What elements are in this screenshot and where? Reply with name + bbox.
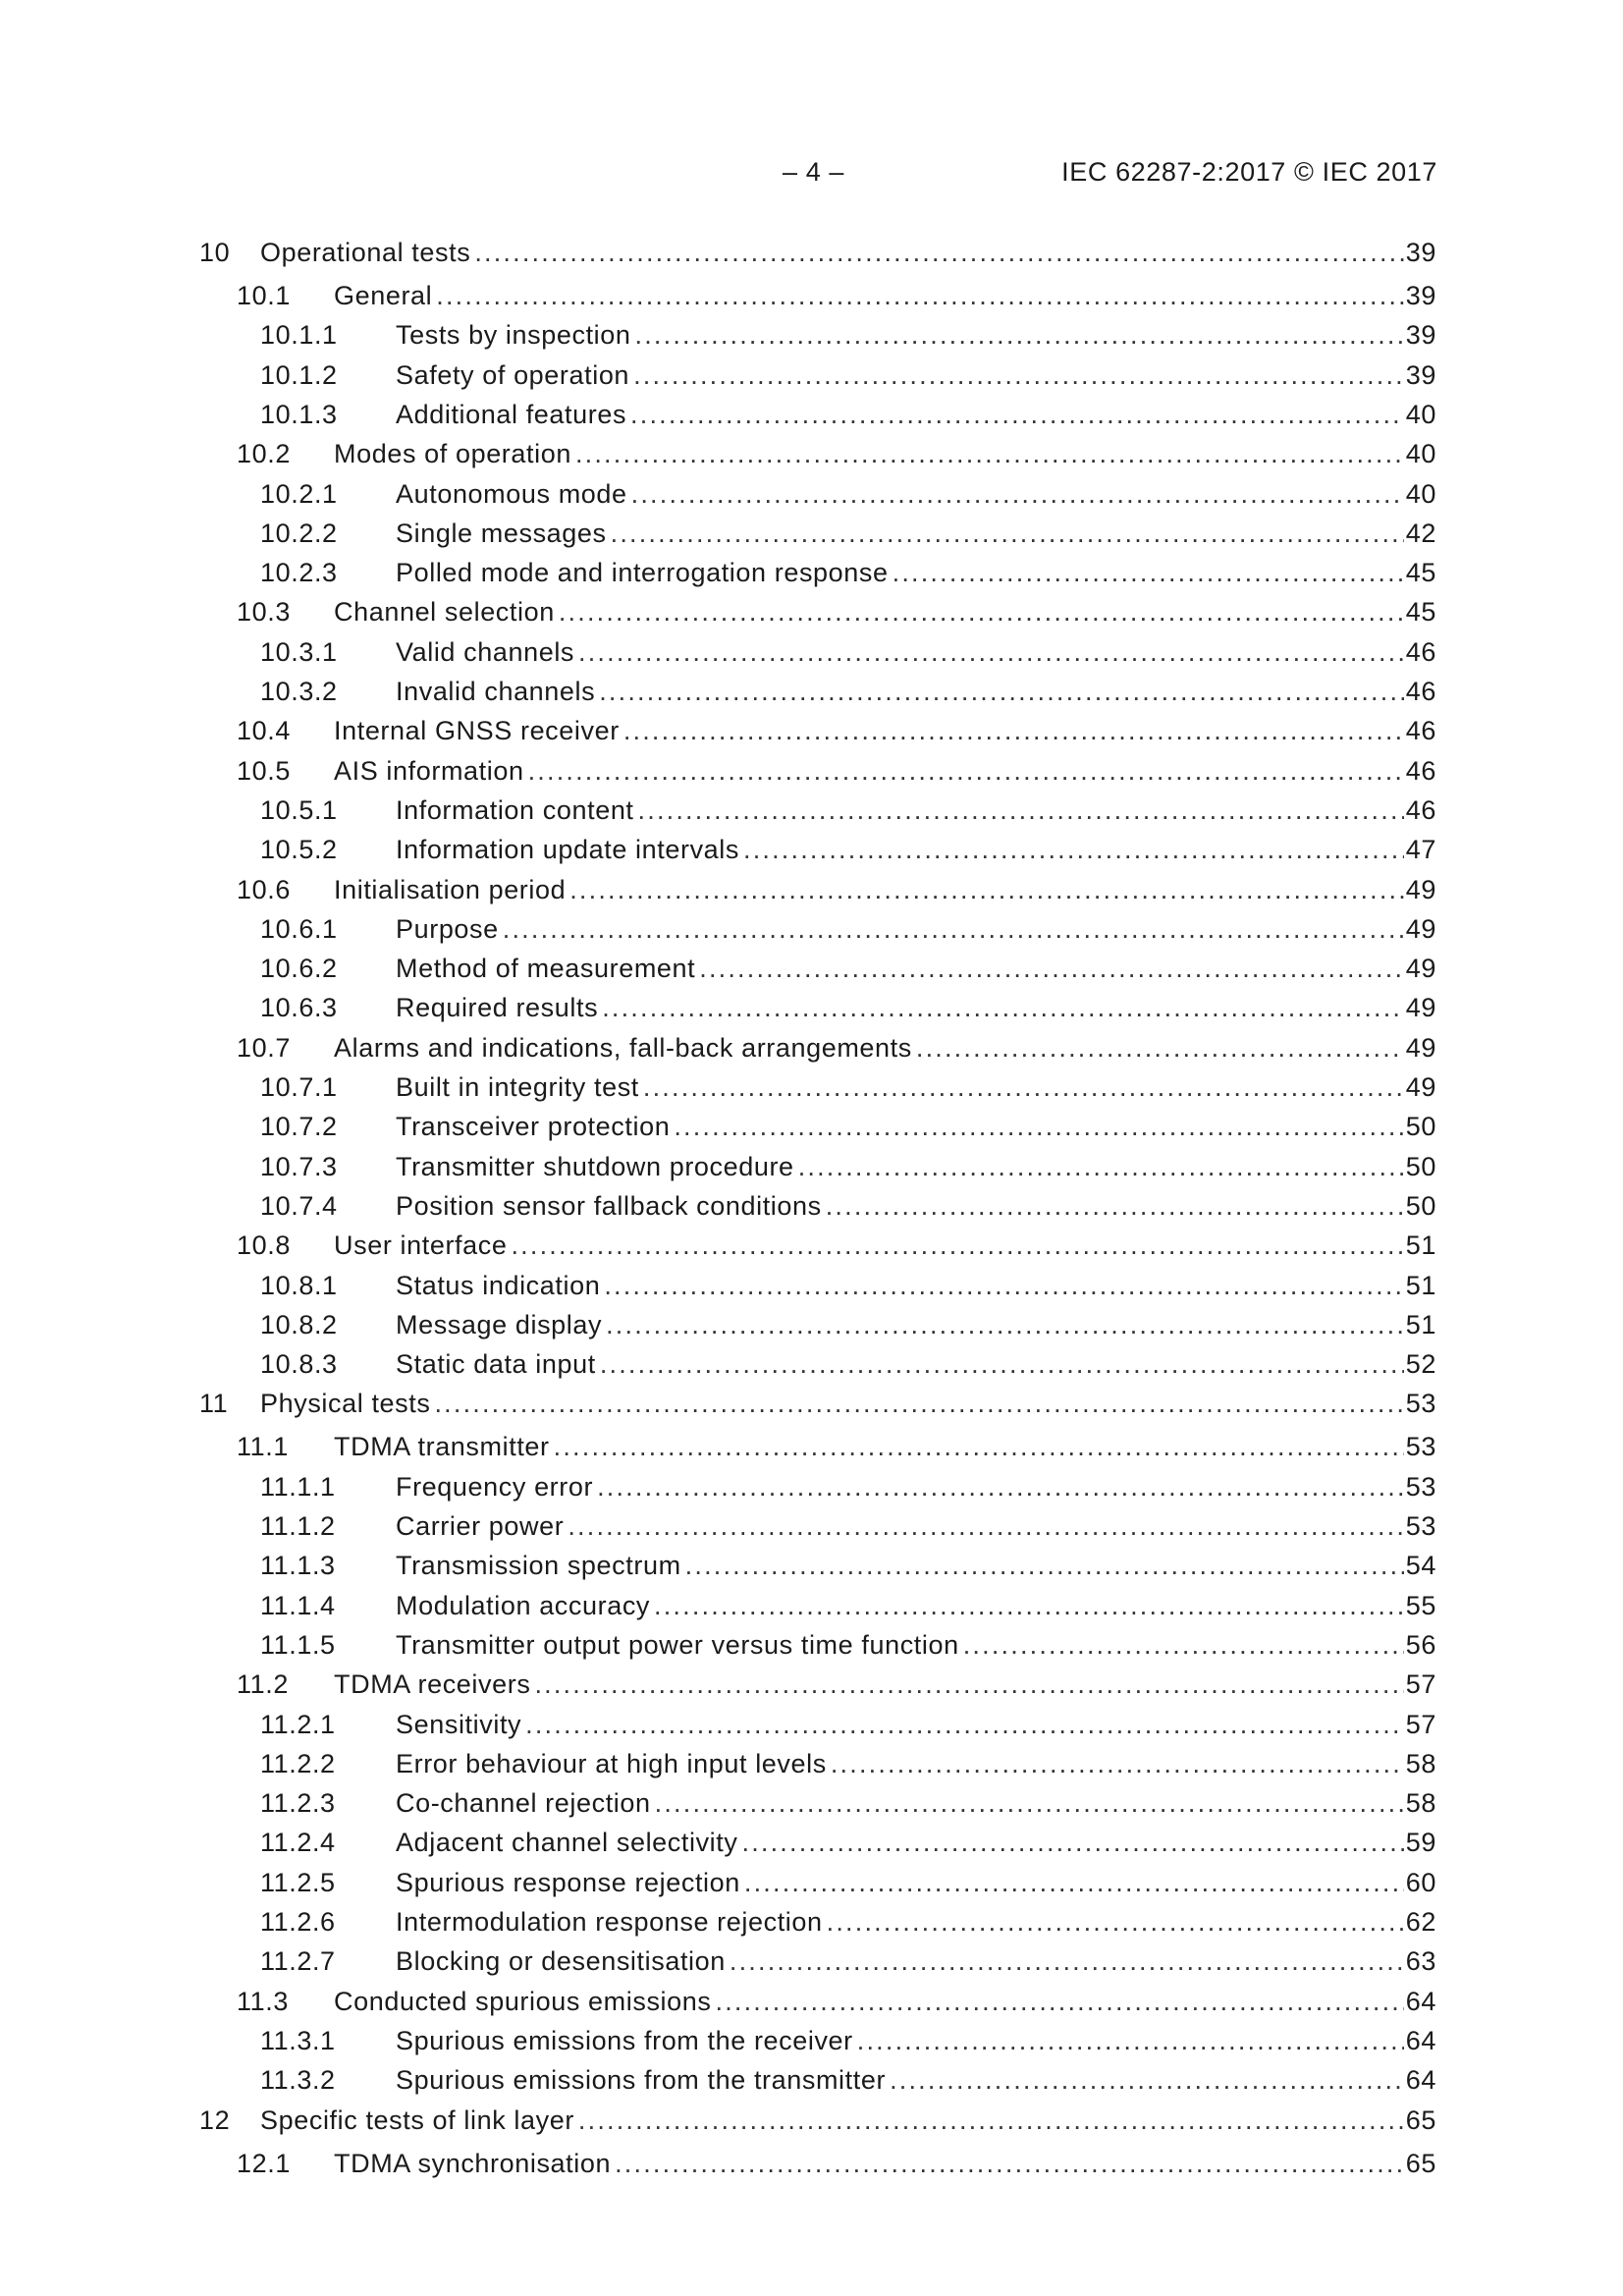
- toc-dot-leader: [742, 1826, 1404, 1859]
- toc-entry-number: 11.2.1: [260, 1709, 336, 1739]
- toc-entry-number: 10.8: [237, 1230, 291, 1261]
- toc-entry-page: 39: [1405, 281, 1436, 310]
- toc-entry-page: 54: [1405, 1551, 1436, 1581]
- toc-entry-page: 52: [1405, 1349, 1436, 1380]
- toc-entry-number: 10.3.1: [260, 636, 338, 667]
- toc-dot-leader: [744, 1866, 1404, 1899]
- toc-entry-title: Status indication: [396, 1269, 604, 1302]
- toc-entry-number: 10.8.3: [260, 1349, 338, 1380]
- toc-entry-page: 45: [1405, 597, 1436, 628]
- toc-entry-number: 10.2.2: [260, 518, 338, 548]
- toc-entry-page: 53: [1405, 1432, 1436, 1462]
- toc-entry-number: 10.5.2: [260, 835, 338, 865]
- toc-entry-number: 11.2.3: [260, 1788, 336, 1819]
- toc-entry-number: 10: [199, 238, 231, 267]
- toc-entry-page: 40: [1405, 399, 1436, 429]
- toc-entry-page: 49: [1405, 993, 1436, 1023]
- toc-dot-leader: [606, 1308, 1404, 1341]
- toc-dot-leader: [534, 1667, 1403, 1701]
- toc-entry-page: 56: [1405, 1629, 1436, 1660]
- toc-dot-leader: [525, 1708, 1404, 1741]
- toc-entry-page: 39: [1405, 359, 1436, 390]
- toc-entry-page: 59: [1405, 1828, 1436, 1858]
- toc-entry-title: Spurious response rejection: [396, 1866, 744, 1899]
- toc-entry-title: Tests by inspection: [396, 318, 635, 352]
- toc-entry[interactable]: [0, 675, 1623, 708]
- toc-dot-leader: [511, 1229, 1403, 1262]
- toc-entry[interactable]: [0, 595, 1623, 629]
- toc-entry[interactable]: [0, 1150, 1623, 1183]
- toc-dot-leader: [528, 754, 1404, 788]
- document-reference: IEC 62287-2:2017 © IEC 2017: [1061, 157, 1437, 187]
- toc-entry-number: 11.3: [237, 1986, 289, 2016]
- toc-entry[interactable]: [0, 517, 1623, 550]
- toc-entry-title: TDMA synchronisation: [334, 2147, 615, 2180]
- toc-dot-leader: [633, 358, 1404, 392]
- toc-entry-number: 11.1.2: [260, 1511, 336, 1541]
- toc-entry-title: Carrier power: [396, 1509, 568, 1543]
- toc-entry-title: Sensitivity: [396, 1708, 525, 1741]
- toc-entry-title: Polled mode and interrogation response: [396, 556, 893, 589]
- toc-entry-page: 50: [1405, 1151, 1436, 1181]
- toc-entry-number: 10.7.1: [260, 1072, 338, 1102]
- toc-entry[interactable]: [0, 873, 1623, 906]
- toc-entry-page: 63: [1405, 1946, 1436, 1977]
- toc-entry-page: 46: [1405, 794, 1436, 825]
- toc-dot-leader: [827, 1905, 1404, 1939]
- toc-entry-page: 57: [1405, 1709, 1436, 1739]
- toc-dot-leader: [893, 556, 1404, 589]
- toc-entry-number: 12.1: [237, 2148, 291, 2178]
- toc-entry[interactable]: [0, 1589, 1623, 1622]
- toc-entry-title: Valid channels: [396, 635, 578, 669]
- toc-entry-page: 65: [1405, 2148, 1436, 2178]
- toc-entry-number: 10.6.3: [260, 993, 338, 1023]
- toc-dot-leader: [963, 1628, 1404, 1662]
- toc-entry[interactable]: [0, 1387, 1623, 1420]
- toc-entry-title: Safety of operation: [396, 358, 633, 392]
- toc-entry-page: 51: [1405, 1309, 1436, 1339]
- toc-entry-page: 46: [1405, 677, 1436, 706]
- toc-entry-title: Operational tests: [260, 236, 474, 269]
- toc-entry-number: 10.6.2: [260, 954, 338, 984]
- toc-entry-number: 10.1.3: [260, 399, 338, 429]
- toc-dot-leader: [831, 1747, 1404, 1780]
- toc-entry-title: Purpose: [396, 912, 503, 946]
- toc-dot-leader: [630, 398, 1404, 431]
- toc-entry[interactable]: [0, 1549, 1623, 1582]
- toc-dot-leader: [685, 1549, 1404, 1582]
- toc-entry[interactable]: [0, 2063, 1623, 2097]
- toc-entry[interactable]: [0, 398, 1623, 431]
- toc-entry[interactable]: [0, 1347, 1623, 1381]
- toc-entry-number: 10.3.2: [260, 677, 338, 706]
- toc-dot-leader: [600, 1347, 1404, 1381]
- toc-entry[interactable]: [0, 1430, 1623, 1463]
- toc-entry[interactable]: [0, 437, 1623, 470]
- toc-dot-leader: [730, 1944, 1404, 1978]
- toc-dot-leader: [611, 517, 1404, 550]
- toc-entry-page: 53: [1405, 1511, 1436, 1541]
- toc-entry[interactable]: [0, 2104, 1623, 2137]
- toc-entry-title: Spurious emissions from the receiver: [396, 2024, 857, 2057]
- toc-entry[interactable]: [0, 1944, 1623, 1978]
- toc-entry[interactable]: [0, 1786, 1623, 1820]
- toc-entry[interactable]: [0, 1985, 1623, 2018]
- toc-entry[interactable]: [0, 1110, 1623, 1143]
- toc-entry-title: Error behaviour at high input levels: [396, 1747, 831, 1780]
- toc-entry-page: 42: [1405, 518, 1436, 548]
- toc-dot-leader: [916, 1031, 1404, 1065]
- toc-entry-title: Position sensor fallback conditions: [396, 1189, 826, 1223]
- toc-dot-leader: [554, 1430, 1404, 1463]
- toc-entry-page: 51: [1405, 1230, 1436, 1261]
- toc-dot-leader: [578, 635, 1404, 669]
- toc-entry-number: 10.1.1: [260, 320, 338, 351]
- toc-dot-leader: [826, 1189, 1404, 1223]
- toc-entry-page: 40: [1405, 439, 1436, 469]
- toc-dot-leader: [602, 991, 1404, 1024]
- toc-entry-number: 11.2.7: [260, 1946, 336, 1977]
- toc-entry-title: Message display: [396, 1308, 606, 1341]
- toc-entry-page: 39: [1405, 320, 1436, 351]
- toc-entry-title: Autonomous mode: [396, 477, 631, 511]
- toc-entry-title: Single messages: [396, 517, 611, 550]
- toc-entry[interactable]: [0, 1747, 1623, 1780]
- toc-entry-number: 11: [199, 1389, 229, 1419]
- toc-entry[interactable]: [0, 1470, 1623, 1503]
- toc-entry-page: 51: [1405, 1270, 1436, 1300]
- toc-entry[interactable]: [0, 279, 1623, 312]
- toc-entry-number: 11.1.4: [260, 1590, 336, 1620]
- toc-entry[interactable]: [0, 991, 1623, 1024]
- toc-entry-number: 10.1.2: [260, 359, 338, 390]
- toc-entry-page: 64: [1405, 1986, 1436, 2016]
- toc-entry-title: Modulation accuracy: [396, 1589, 654, 1622]
- toc-dot-leader: [635, 318, 1404, 352]
- toc-entry-number: 11.2.2: [260, 1748, 336, 1778]
- toc-entry-number: 10.2.1: [260, 478, 338, 509]
- toc-entry-number: 11.1: [237, 1432, 289, 1462]
- toc-entry[interactable]: [0, 1905, 1623, 1939]
- toc-entry-number: 10.4: [237, 716, 291, 746]
- toc-entry[interactable]: [0, 793, 1623, 827]
- toc-entry-number: 10.6.1: [260, 913, 338, 944]
- toc-entry-title: Physical tests: [260, 1387, 434, 1420]
- toc-entry-title: Blocking or desensitisation: [396, 1944, 730, 1978]
- toc-entry[interactable]: [0, 1070, 1623, 1104]
- toc-dot-leader: [474, 236, 1403, 269]
- toc-entry-title: Transceiver protection: [396, 1110, 674, 1143]
- toc-entry-number: 11.2.4: [260, 1828, 336, 1858]
- toc-entry-number: 10.3: [237, 597, 291, 628]
- toc-entry-number: 12: [199, 2105, 231, 2135]
- toc-entry-page: 40: [1405, 478, 1436, 509]
- toc-dot-leader: [569, 873, 1404, 906]
- toc-entry-number: 10.5.1: [260, 794, 338, 825]
- toc-entry-number: 11.3.2: [260, 2065, 336, 2096]
- toc-entry-title: Method of measurement: [396, 952, 699, 985]
- page-header: [0, 157, 1623, 196]
- toc-entry-title: Additional features: [396, 398, 630, 431]
- toc-entry-title: Adjacent channel selectivity: [396, 1826, 742, 1859]
- toc-entry-page: 65: [1405, 2105, 1436, 2135]
- toc-dot-leader: [604, 1269, 1403, 1302]
- toc-entry-title: Channel selection: [334, 595, 559, 629]
- toc-dot-leader: [655, 1786, 1404, 1820]
- toc-dot-leader: [638, 793, 1404, 827]
- toc-entry-page: 50: [1405, 1190, 1436, 1221]
- toc-dot-leader: [434, 1387, 1403, 1420]
- toc-entry[interactable]: [0, 236, 1623, 269]
- toc-dot-leader: [716, 1985, 1404, 2018]
- toc-dot-leader: [599, 675, 1404, 708]
- toc-entry-title: Internal GNSS receiver: [334, 714, 623, 747]
- toc-entry-number: 10.6: [237, 874, 291, 904]
- toc-entry[interactable]: [0, 1229, 1623, 1262]
- toc-entry-page: 53: [1405, 1471, 1436, 1502]
- toc-entry-title: Transmission spectrum: [396, 1549, 685, 1582]
- toc-entry-page: 47: [1405, 835, 1436, 865]
- toc-entry-number: 11.1.5: [260, 1629, 336, 1660]
- toc-entry-title: Modes of operation: [334, 437, 575, 470]
- toc-entry-page: 57: [1405, 1669, 1436, 1700]
- toc-dot-leader: [890, 2063, 1404, 2097]
- toc-entry-page: 46: [1405, 636, 1436, 667]
- toc-dot-leader: [631, 477, 1404, 511]
- toc-entry-page: 39: [1405, 238, 1436, 267]
- toc-dot-leader: [743, 833, 1404, 866]
- toc-entry[interactable]: [0, 1509, 1623, 1543]
- toc-dot-leader: [503, 912, 1404, 946]
- toc-dot-leader: [568, 1509, 1403, 1543]
- toc-entry-title: Intermodulation response rejection: [396, 1905, 827, 1939]
- toc-entry-number: 10.7.3: [260, 1151, 338, 1181]
- toc-entry-page: 49: [1405, 1072, 1436, 1102]
- toc-entry-title: Transmitter shutdown procedure: [396, 1150, 798, 1183]
- toc-entry-title: General: [334, 279, 436, 312]
- toc-dot-leader: [559, 595, 1404, 629]
- toc-dot-leader: [654, 1589, 1404, 1622]
- toc-entry-title: Information content: [396, 793, 638, 827]
- toc-entry-title: Static data input: [396, 1347, 600, 1381]
- toc-dot-leader: [699, 952, 1404, 985]
- page-number: – 4 –: [783, 157, 845, 187]
- toc-entry-title: Conducted spurious emissions: [334, 1985, 716, 2018]
- toc-entry[interactable]: [0, 1189, 1623, 1223]
- toc-entry-number: 10.7.2: [260, 1112, 338, 1142]
- toc-dot-leader: [643, 1070, 1404, 1104]
- toc-entry[interactable]: [0, 1667, 1623, 1701]
- toc-entry-number: 11.1.1: [260, 1471, 336, 1502]
- toc-entry-number: 10.8.2: [260, 1309, 338, 1339]
- toc-entry-number: 10.2: [237, 439, 291, 469]
- toc-entry-number: 10.1: [237, 281, 291, 310]
- toc-entry-number: 10.8.1: [260, 1270, 338, 1300]
- toc-entry-title: Transmitter output power versus time function: [396, 1628, 963, 1662]
- toc-dot-leader: [857, 2024, 1404, 2057]
- toc-entry-page: 49: [1405, 954, 1436, 984]
- toc-entry-page: 49: [1405, 913, 1436, 944]
- toc-entry-title: AIS information: [334, 754, 528, 788]
- toc-entry-title: Required results: [396, 991, 602, 1024]
- toc-dot-leader: [674, 1110, 1403, 1143]
- toc-entry-title: TDMA transmitter: [334, 1430, 554, 1463]
- toc-entry-number: 11.2.5: [260, 1867, 336, 1897]
- toc-entry[interactable]: [0, 1826, 1623, 1859]
- toc-entry[interactable]: [0, 714, 1623, 747]
- toc-entry[interactable]: [0, 952, 1623, 985]
- toc-entry-page: 60: [1405, 1867, 1436, 1897]
- toc-dot-leader: [436, 279, 1404, 312]
- toc-entry[interactable]: [0, 318, 1623, 352]
- toc-entry[interactable]: [0, 754, 1623, 788]
- toc-dot-leader: [623, 714, 1404, 747]
- toc-entry-title: Frequency error: [396, 1470, 597, 1503]
- toc-entry[interactable]: [0, 477, 1623, 511]
- toc-entry[interactable]: [0, 912, 1623, 946]
- toc-entry-title: Built in integrity test: [396, 1070, 643, 1104]
- toc-dot-leader: [615, 2147, 1404, 2180]
- toc-entry-number: 10.2.3: [260, 558, 338, 588]
- toc-entry[interactable]: [0, 1308, 1623, 1341]
- toc-entry-title: Invalid channels: [396, 675, 599, 708]
- toc-entry-page: 53: [1405, 1389, 1436, 1419]
- toc-entry-title: Information update intervals: [396, 833, 743, 866]
- toc-entry-page: 64: [1405, 2065, 1436, 2096]
- toc-entry-title: Co-channel rejection: [396, 1786, 655, 1820]
- toc-entry[interactable]: [0, 1031, 1623, 1065]
- toc-entry[interactable]: [0, 1708, 1623, 1741]
- toc-entry-page: 46: [1405, 716, 1436, 746]
- toc-entry-page: 45: [1405, 558, 1436, 588]
- toc-entry-number: 11.3.1: [260, 2025, 336, 2055]
- toc-entry-page: 50: [1405, 1112, 1436, 1142]
- toc-entry[interactable]: [0, 1866, 1623, 1899]
- toc-entry[interactable]: [0, 2024, 1623, 2057]
- toc-entry-number: 10.7.4: [260, 1190, 338, 1221]
- toc-entry-number: 11.1.3: [260, 1551, 336, 1581]
- toc-entry-title: Alarms and indications, fall-back arrangements: [334, 1031, 916, 1065]
- toc-entry-page: 49: [1405, 1032, 1436, 1063]
- toc-entry[interactable]: [0, 556, 1623, 589]
- toc-entry-number: 11.2: [237, 1669, 289, 1700]
- toc-entry-page: 58: [1405, 1748, 1436, 1778]
- toc-entry-page: 64: [1405, 2025, 1436, 2055]
- toc-entry-page: 46: [1405, 755, 1436, 786]
- toc-entry[interactable]: [0, 358, 1623, 392]
- toc-entry-title: Spurious emissions from the transmitter: [396, 2063, 890, 2097]
- toc-entry[interactable]: [0, 2147, 1623, 2180]
- toc-entry[interactable]: [0, 833, 1623, 866]
- toc-entry-number: 10.7: [237, 1032, 291, 1063]
- toc-dot-leader: [575, 437, 1404, 470]
- toc-entry[interactable]: [0, 635, 1623, 669]
- toc-entry[interactable]: [0, 1628, 1623, 1662]
- toc-dot-leader: [578, 2104, 1404, 2137]
- toc-entry-number: 11.2.6: [260, 1907, 336, 1937]
- toc-entry-page: 55: [1405, 1590, 1436, 1620]
- toc-dot-leader: [798, 1150, 1404, 1183]
- toc-entry-page: 58: [1405, 1788, 1436, 1819]
- toc-entry-page: 49: [1405, 874, 1436, 904]
- toc-entry-title: Initialisation period: [334, 873, 569, 906]
- toc-entry-title: TDMA receivers: [334, 1667, 534, 1701]
- toc-dot-leader: [597, 1470, 1404, 1503]
- toc-entry-title: Specific tests of link layer: [260, 2104, 578, 2137]
- toc-entry-page: 62: [1405, 1907, 1436, 1937]
- toc-entry-number: 10.5: [237, 755, 291, 786]
- toc-entry[interactable]: [0, 1269, 1623, 1302]
- toc-entry-title: User interface: [334, 1229, 511, 1262]
